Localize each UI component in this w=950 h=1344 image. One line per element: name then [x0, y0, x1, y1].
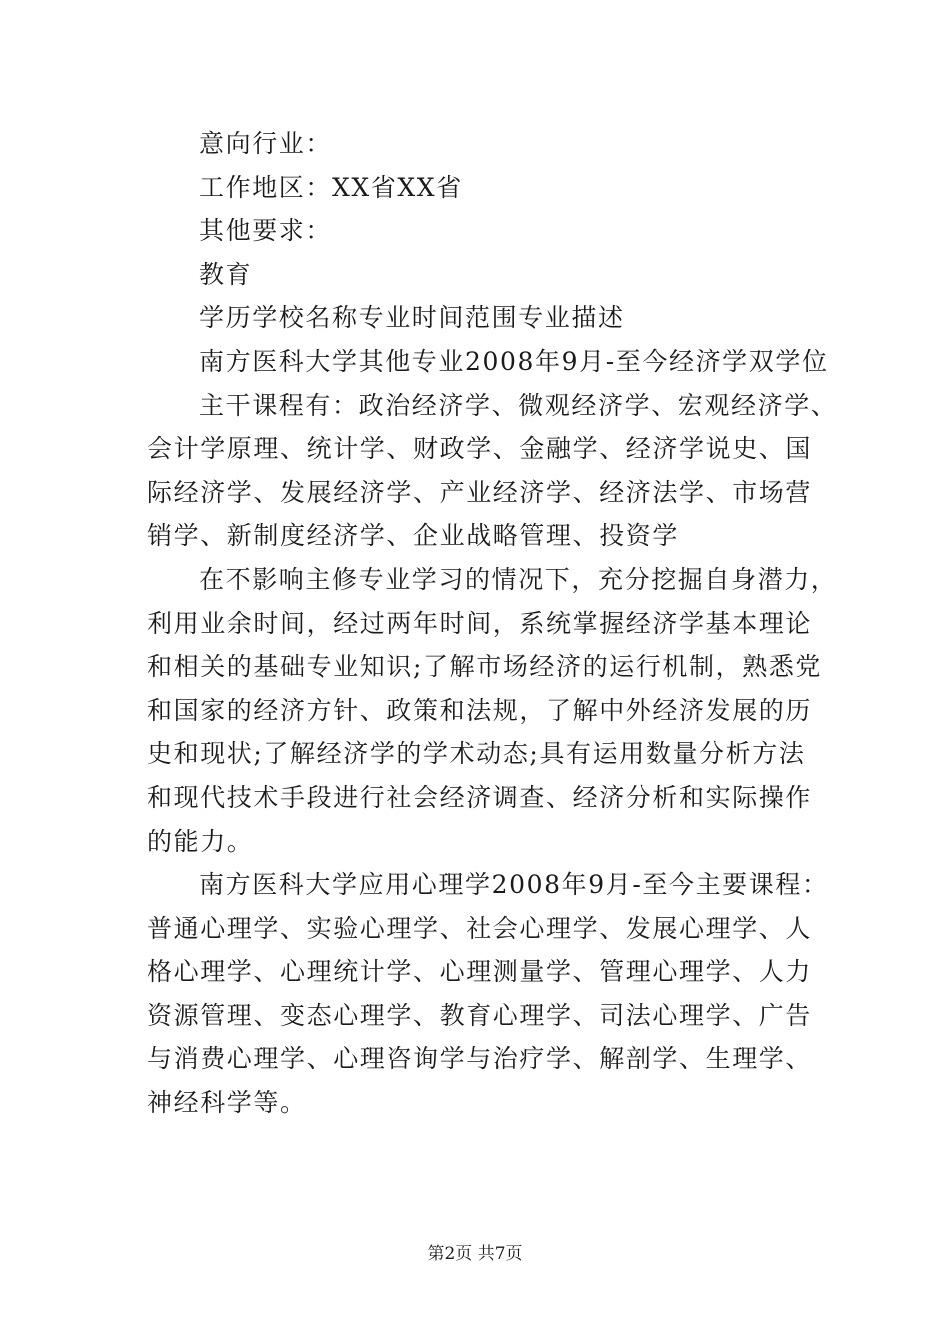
text-line: 在不影响主修专业学习的情况下，充分挖掘自身潜力， [199, 564, 838, 594]
text-line: 神经科学等。 [147, 1088, 307, 1118]
text-line: 其他要求： [199, 216, 333, 246]
page-number: 第2页 共7页 [427, 1244, 523, 1264]
text-line: 资源管理、变态心理学、教育心理学、司法心理学、广告 [147, 1000, 813, 1030]
text-line: 意向行业： [199, 129, 333, 158]
text-line: 会计学原理、统计学、财政学、金融学、经济学说史、国 [147, 434, 813, 464]
text-line: 格心理学、心理统计学、心理测量学、管理心理学、人力 [147, 957, 813, 987]
text-line: 利用业余时间，经过两年时间，系统掌握经济学基本理论 [147, 608, 813, 638]
text-line: 南方医科大学其他专业2008年9月-至今经济学双学位 [199, 346, 829, 376]
text-line: 和国家的经济方针、政策和法规，了解中外经济发展的历 [147, 695, 813, 725]
text-line: 与消费心理学、心理咨询学与治疗学、解剖学、生理学、 [147, 1044, 813, 1074]
text-line: 史和现状;了解经济学的学术动态;具有运用数量分析方法 [147, 739, 806, 769]
page-footer [0, 1243, 950, 1265]
text-line: 的能力。 [147, 826, 254, 856]
text-line: 销学、新制度经济学、企业战略管理、投资学 [147, 521, 680, 551]
text-line: 教育 [199, 259, 253, 289]
text-line: 际经济学、发展经济学、产业经济学、经济法学、市场营 [147, 477, 813, 507]
text-line: 普通心理学、实验心理学、社会心理学、发展心理学、人 [147, 913, 813, 943]
text-line: 学历学校名称专业时间范围专业描述 [199, 303, 625, 333]
text-line: 主干课程有：政治经济学、微观经济学、宏观经济学、 [199, 390, 838, 420]
document-body [147, 122, 838, 1125]
text-line: 和现代技术手段进行社会经济调查、经济分析和实际操作 [147, 782, 813, 812]
text-line: 工作地区：XX省XX省 [199, 172, 463, 202]
text-line: 南方医科大学应用心理学2008年9月-至今主要课程： [199, 870, 829, 900]
text-line: 和相关的基础专业知识;了解市场经济的运行机制，熟悉党 [147, 652, 823, 682]
